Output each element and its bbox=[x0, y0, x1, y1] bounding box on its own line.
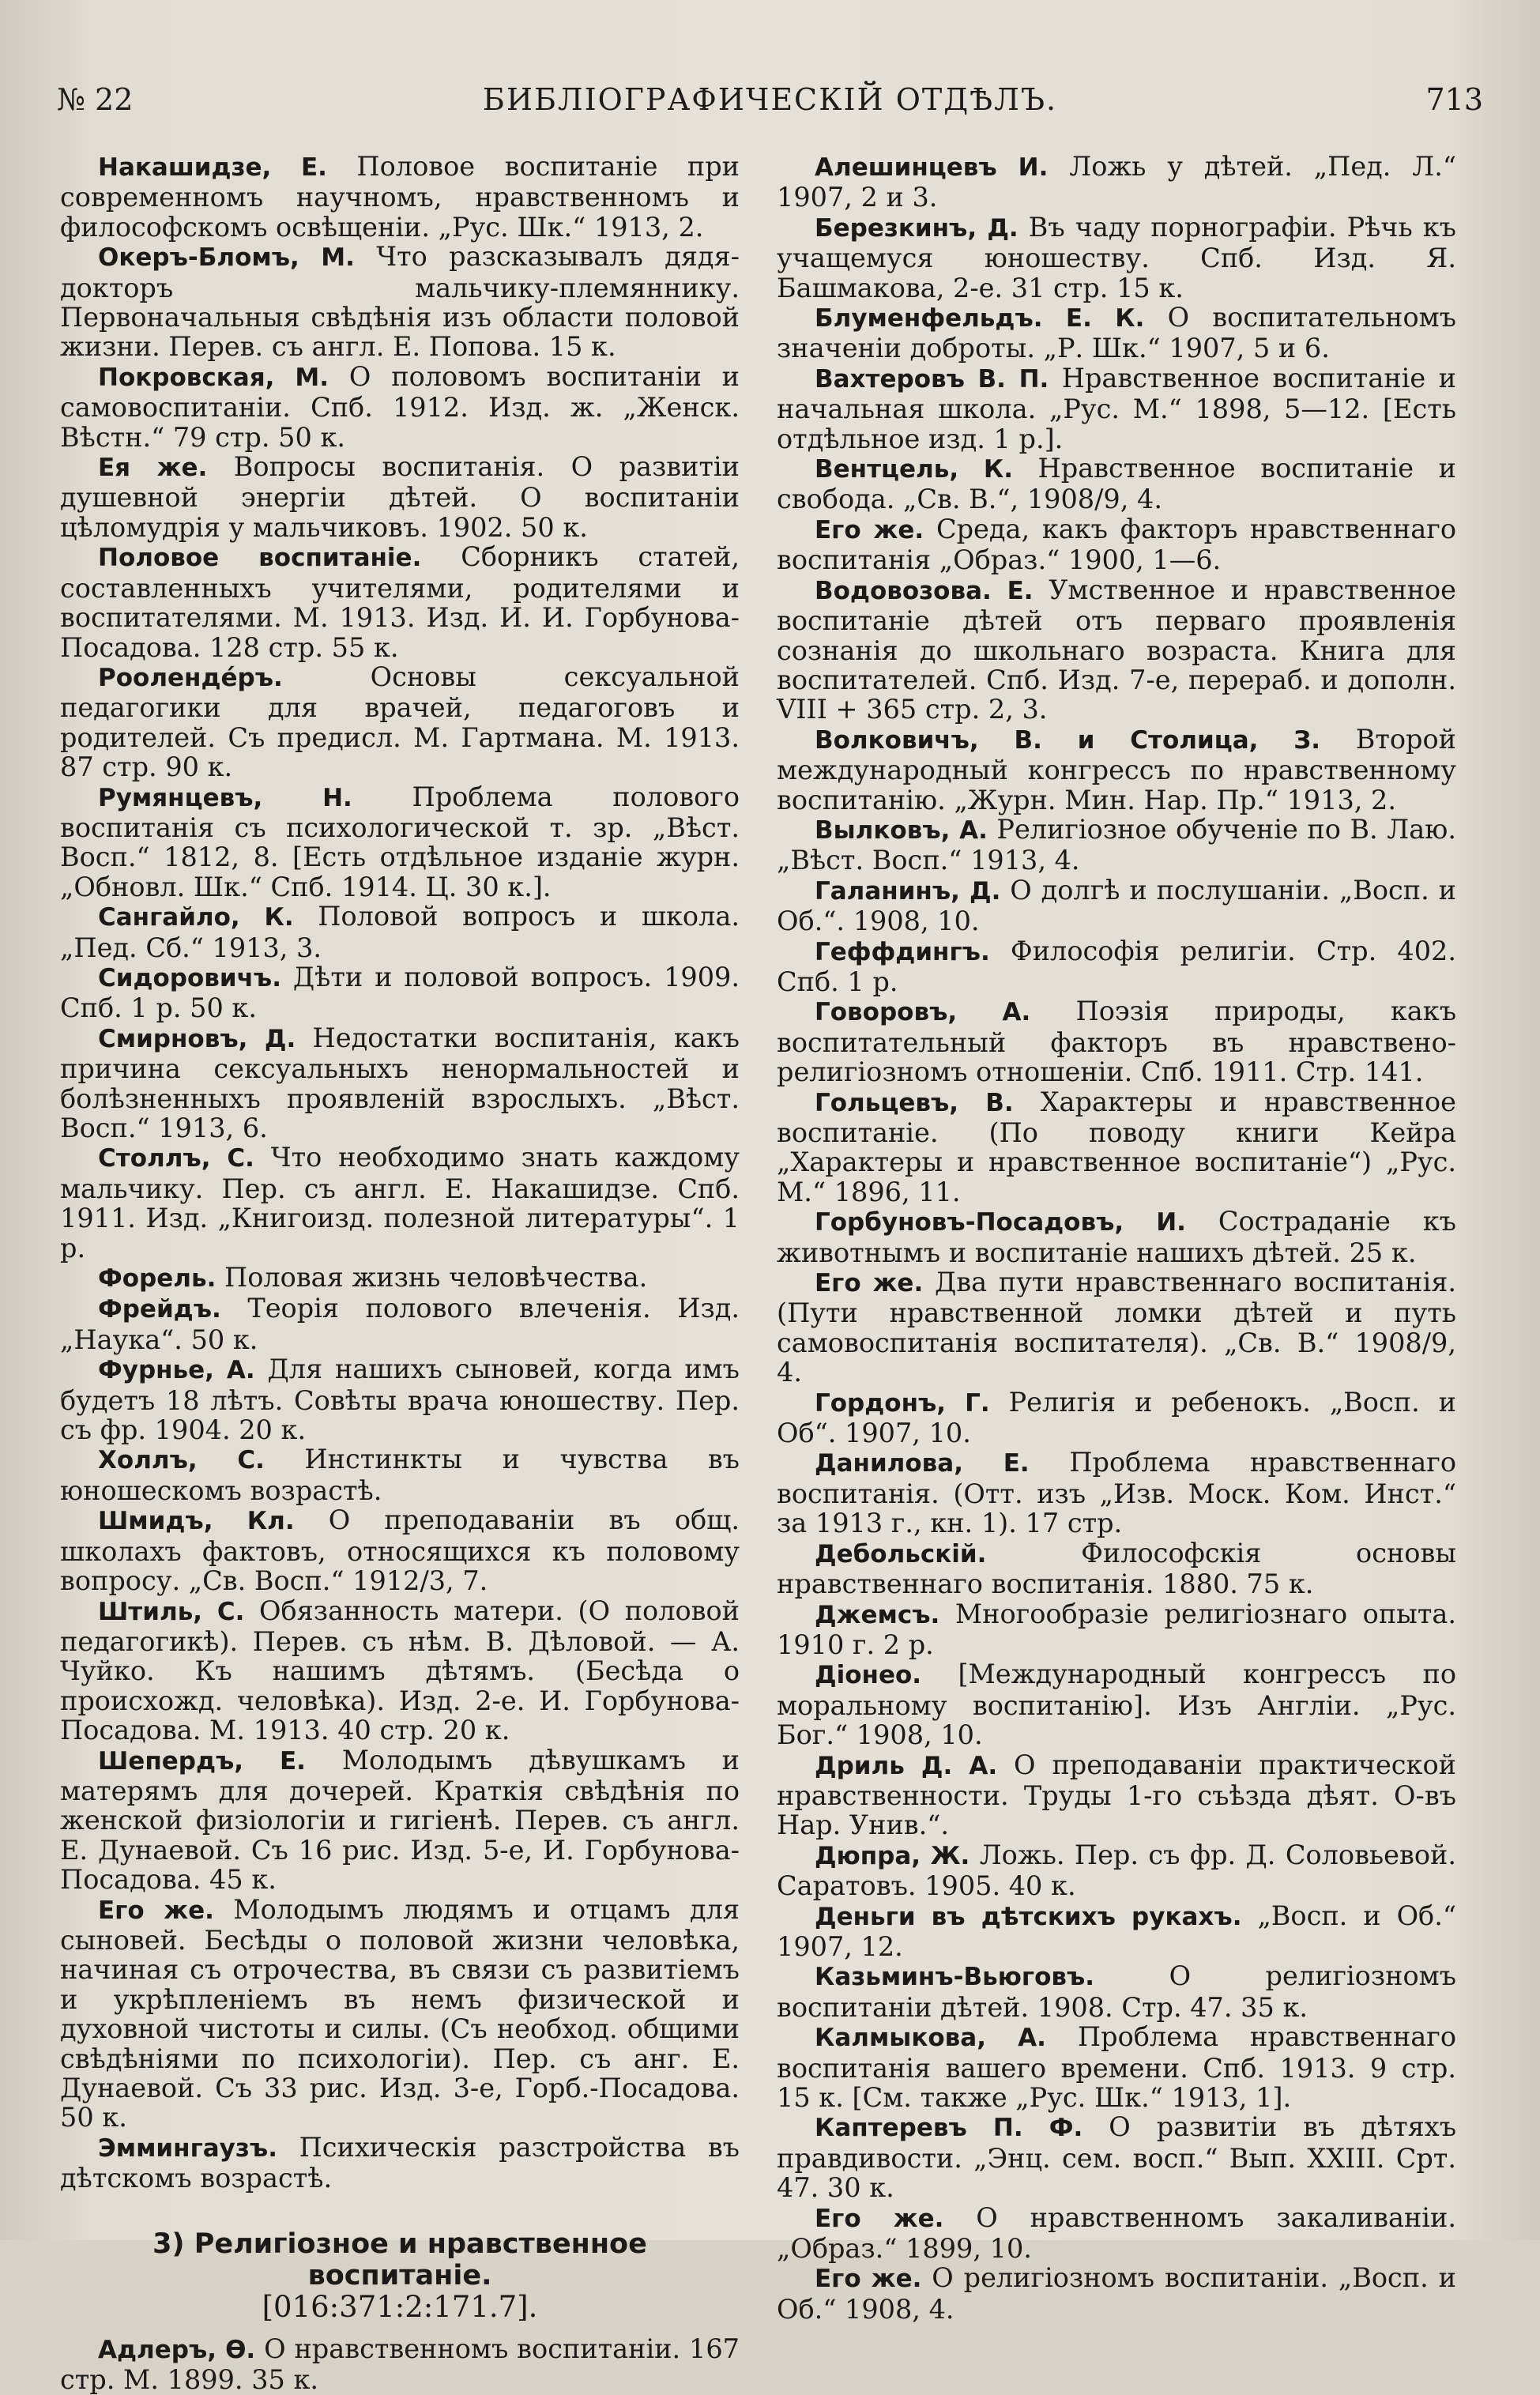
entry-text: Среда, какъ факторъ нравственнаго воспитанія „Образ.“ 1900, 1—6. bbox=[777, 513, 1456, 576]
entry-author: Деньги въ дѣтскихъ рукахъ. bbox=[815, 1902, 1242, 1931]
entry-author: Джемсъ. bbox=[815, 1600, 940, 1629]
bibliography-entry bbox=[60, 2133, 740, 2194]
bibliography-entry bbox=[60, 902, 740, 962]
entry-text: Философскія основы нравственнаго воспитанія. 1880. 75 к. bbox=[777, 1537, 1456, 1600]
bibliography-entry bbox=[60, 1294, 740, 1354]
entry-text: Нравственное воспитаніе и свобода. „Св. В.“, 1908/9, 4. bbox=[777, 453, 1456, 515]
bibliography-entry bbox=[777, 363, 1456, 454]
bibliography-entry bbox=[60, 452, 740, 542]
bibliography-entry bbox=[60, 1895, 740, 2133]
entry-author: Казьминъ-Вьюговъ. bbox=[815, 1963, 1095, 1992]
bibliography-entry bbox=[60, 152, 740, 242]
left-after-entries bbox=[60, 2334, 740, 2395]
entry-text: Ложь. Пер. съ фр. Д. Соловьевой. Саратовъ. 1905. 40 к. bbox=[777, 1839, 1456, 1902]
entry-author: Его же. bbox=[815, 515, 924, 544]
bibliography-entry bbox=[777, 1267, 1456, 1388]
bibliography-entry bbox=[777, 303, 1456, 363]
entry-author: Березкинъ, Д. bbox=[815, 213, 1019, 243]
bibliography-entry bbox=[777, 575, 1456, 725]
bibliography-entry bbox=[777, 996, 1456, 1086]
page-number: 713 bbox=[1425, 82, 1483, 117]
issue-number: № 22 bbox=[57, 82, 134, 117]
bibliography-entry bbox=[777, 1750, 1456, 1840]
bibliography-entry bbox=[60, 662, 740, 782]
entry-text: Половой вопросъ и школа. „Пед. Сб.“ 1913, 3. bbox=[60, 901, 740, 963]
bibliography-entry bbox=[777, 1901, 1456, 1962]
entry-author: Румянцевъ, Н. bbox=[98, 783, 352, 812]
entry-author: Его же. bbox=[815, 2265, 922, 2294]
entry-author: Адлеръ, Ѳ. bbox=[98, 2335, 256, 2364]
entry-text: О развитіи въ дѣтяхъ правдивости. „Энц. сем. восп.“ Вып. XXIII. Срт. 47. 30 к. bbox=[777, 2111, 1457, 2204]
entry-author: Вентцель, К. bbox=[815, 455, 1013, 484]
entry-text: Состраданіе къ животнымъ и воспитаніе нашихъ дѣтей. 25 к. bbox=[777, 1206, 1456, 1268]
entry-text: Основы сексуальной педагогики для врачей, педагоговъ и родителей. Съ предисл. М. Гартмана. М. 1913. 87 стр. 90 к. bbox=[60, 661, 740, 783]
entry-text: Религія и ребенокъ. „Восп. и Об“. 1907, 10. bbox=[777, 1386, 1456, 1449]
bibliography-entry bbox=[60, 1023, 740, 1143]
entry-text: Молодымъ дѣвушкамъ и матерямъ для дочерей. Краткія свѣдѣнія по женской физіологіи и гигіенѣ. Перев. съ англ. Е. Дунаевой. Съ 16 рис. Изд. 5-е, И. Горбунова-Посадова. 45 к. bbox=[60, 1744, 740, 1896]
entry-text: Половая жизнь человѣчества. bbox=[216, 1262, 648, 1294]
entry-text: Дѣти и половой вопросъ. 1909. Спб. 1 р. 50 к. bbox=[60, 961, 740, 1024]
entry-text: „Восп. и Об.“ 1907, 12. bbox=[777, 1900, 1456, 1962]
entry-text: О воспитательномъ значеніи доброты. „Р. Шк.“ 1907, 5 и 6. bbox=[777, 302, 1456, 364]
entry-author: Данилова, Е. bbox=[815, 1449, 1030, 1478]
left-column bbox=[60, 152, 740, 2394]
entry-text: Многообразіе религіознаго опыта. 1910 г. 2 р. bbox=[777, 1598, 1456, 1660]
section-title: 3) Религіозное и нравственное воспитаніе. bbox=[152, 2227, 647, 2291]
entry-author: Блуменфельдъ. Е. К. bbox=[815, 304, 1145, 333]
entry-author: Ея же. bbox=[98, 454, 208, 483]
entry-author: Діонео. bbox=[815, 1661, 922, 1690]
bibliography-entry bbox=[777, 152, 1456, 213]
bibliography-entry bbox=[777, 815, 1456, 876]
section-heading bbox=[60, 2228, 740, 2323]
entry-author: Форель. bbox=[98, 1264, 217, 1294]
entry-author: Сангайло, К. bbox=[98, 903, 294, 932]
entry-author: Его же. bbox=[815, 1269, 924, 1298]
entry-author: Покровская, М. bbox=[98, 363, 329, 392]
entry-text: О долгѣ и послушаніи. „Восп. и Об.“. 1908, 10. bbox=[777, 874, 1456, 937]
entry-author: Штиль, С. bbox=[98, 1597, 245, 1626]
entry-text: Два пути нравственнаго воспитанія. (Пути нравственной ломки дѣтей и путь самовоспитанія воспитателя). „Св. В.“ 1908/9, 4. bbox=[777, 1267, 1456, 1388]
bibliography-entry bbox=[777, 1388, 1456, 1448]
entry-text: О половомъ воспитаніи и самовоспитаніи. Спб. 1912. Изд. ж. „Женск. Вѣстн.“ 79 стр. 50 к. bbox=[60, 360, 740, 453]
bibliography-entry bbox=[60, 2334, 740, 2395]
entry-author: Дриль Д. А. bbox=[815, 1751, 998, 1780]
entry-text: Характеры и нравственное воспитаніе. (По поводу книги Кейра „Характеры и нравственное воспитаніе“) „Рус. М.“ 1896, 11. bbox=[777, 1086, 1457, 1207]
entry-text: Обязанность матери. (О половой педагогикѣ). Перев. съ нѣм. В. Дѣловой. — А. Чуйко. Къ нашимъ дѣтямъ. (Бесѣда о происхожд. человѣка). Изд. 2-е. И. Горбунова-Посадова. М. 1913. 40 стр. 20 к. bbox=[60, 1595, 740, 1746]
entry-author: Вахтеровъ В. П. bbox=[815, 364, 1049, 394]
entry-text: О нравственномъ закаливаніи. „Образ.“ 1899, 10. bbox=[777, 2201, 1456, 2265]
right-column bbox=[777, 152, 1456, 2324]
entry-text: Сборникъ статей, составленныхъ учителями, родителями и воспитателями. М. 1913. Изд. И. И. Горбунова-Посадова. 128 стр. 55 к. bbox=[60, 541, 740, 663]
bibliography-entry bbox=[60, 782, 740, 902]
entry-author: Каптеревъ П. Ф. bbox=[815, 2114, 1083, 2143]
bibliography-entry bbox=[60, 1354, 740, 1444]
bibliography-entry bbox=[777, 2263, 1456, 2324]
entry-author: Калмыкова, А. bbox=[815, 2024, 1046, 2053]
entry-text: О религіозномъ воспитаніи дѣтей. 1908. Стр. 47. 35 к. bbox=[777, 1960, 1456, 2023]
entry-text: Религіозное обученіе по В. Лаю. „Вѣст. Восп.“ 1913, 4. bbox=[777, 813, 1456, 876]
entry-text: Что необходимо знать каждому мальчику. Пер. съ англ. Е. Накашидзе. Спб. 1911. Изд. „Книгоизд. полезной литературы“. 1 р. bbox=[60, 1142, 740, 1263]
bibliography-entry bbox=[60, 962, 740, 1023]
bibliography-entry bbox=[777, 725, 1456, 815]
entry-author: Гольцевъ, В. bbox=[815, 1088, 1014, 1117]
bibliography-entry bbox=[777, 1538, 1456, 1599]
entry-author: Его же. bbox=[815, 2204, 944, 2233]
bibliography-entry bbox=[60, 362, 740, 452]
entry-text: Психическія разстройства въ дѣтскомъ возрастѣ. bbox=[60, 2131, 740, 2194]
entry-author: Рооленде́ръ. bbox=[98, 663, 283, 692]
bibliography-entry bbox=[777, 1087, 1456, 1207]
entry-author: Столлъ, С. bbox=[98, 1144, 254, 1173]
entry-text: О нравственномъ воспитаніи. 167 стр. М. 1899. 35 к. bbox=[60, 2333, 740, 2395]
bibliography-entry bbox=[777, 936, 1456, 997]
bibliography-entry bbox=[777, 1599, 1456, 1660]
bibliography-entry bbox=[60, 1745, 740, 1895]
entry-text: Второй международный конгрессъ по нравственному воспитанію. „Журн. Мин. Нар. Пр.“ 1913, 2. bbox=[777, 723, 1456, 815]
entry-text: О преподаваніи практической нравственности. Труды 1-го съѣзда дѣят. О-въ Нар. Унив.“. bbox=[777, 1749, 1456, 1841]
entry-author: Шепердъ, Е. bbox=[98, 1746, 306, 1776]
entry-text: Половое воспитаніе при современномъ научномъ, нравственномъ и философскомъ освѣщеніи. „Рус. Шк.“ 1913, 2. bbox=[60, 151, 740, 243]
entry-text: Вопросы воспитанія. О развитіи душевной энергіи дѣтей. О воспитаніи цѣломудрія у мальчиковъ. 1902. 50 к. bbox=[60, 451, 740, 543]
entry-text: Что разсказывалъ дядя-докторъ мальчику-племяннику. Первоначальныя свѣдѣнія изъ области половой жизни. Перев. съ англ. Е. Попова. 15 к. bbox=[60, 241, 740, 363]
bibliography-entry bbox=[60, 242, 740, 362]
bibliography-entry bbox=[777, 1961, 1456, 2022]
bibliography-entry bbox=[60, 1263, 740, 1294]
entry-author: Фурнье, А. bbox=[98, 1356, 255, 1385]
entry-text: Поэзія природы, какъ воспитательный факторъ въ нравствено-религіозномъ отношеніи. Спб. 1911. Стр. 141. bbox=[777, 996, 1457, 1088]
entry-text: О преподаваніи въ общ. школахъ фактовъ, относящихся къ половому вопросу. „Св. Восп.“ 1912/3, 7. bbox=[60, 1504, 740, 1597]
entry-author: Алешинцевъ И. bbox=[815, 153, 1049, 182]
entry-text: [Международный конгрессъ по моральному воспитанію]. Изъ Англіи. „Рус. Бог.“ 1908, 10. bbox=[777, 1659, 1456, 1751]
section-code: [016:371:2:171.7]. bbox=[262, 2289, 538, 2324]
entry-author: Половое воспитаніе. bbox=[98, 544, 422, 573]
entry-author: Эммингаузъ. bbox=[98, 2133, 277, 2163]
entry-author: Холлъ, С. bbox=[98, 1446, 265, 1475]
entry-author: Гордонъ, Г. bbox=[815, 1388, 990, 1418]
entry-author: Сидоровичъ. bbox=[98, 963, 281, 992]
entry-text: Умственное и нравственное воспитаніе дѣтей отъ перваго проявленія сознанія до школьнаго возраста. Книга для воспитателей. Спб. Изд. 7-е, перераб. и дополн. VIII + 365 стр. 2, 3. bbox=[777, 574, 1457, 725]
entry-author: Галанинъ, Д. bbox=[815, 876, 1001, 906]
bibliography-entry bbox=[777, 1659, 1456, 1749]
page-header bbox=[49, 76, 1491, 123]
entry-author: Горбуновъ-Посадовъ, И. bbox=[815, 1208, 1186, 1237]
entry-text: Ложь у дѣтей. „Пед. Л.“ 1907, 2 и 3. bbox=[777, 151, 1457, 213]
bibliography-entry bbox=[777, 1840, 1456, 1901]
entry-author: Говоровъ, А. bbox=[815, 998, 1031, 1027]
bibliography-entry bbox=[60, 1505, 740, 1595]
entry-author: Дюпра, Ж. bbox=[815, 1841, 970, 1870]
bibliography-entry bbox=[777, 213, 1456, 303]
entry-author: Океръ-Бломъ, М. bbox=[98, 243, 355, 273]
bibliography-entry bbox=[777, 1207, 1456, 1267]
entry-text: Теорія полового влеченія. Изд. „Наука“. 50 к. bbox=[60, 1293, 740, 1355]
bibliography-entry bbox=[777, 514, 1456, 575]
entry-author: Вылковъ, А. bbox=[815, 815, 988, 845]
running-title: БИБЛІОГРАФИЧЕСКІЙ ОТДѢЛЪ. bbox=[482, 82, 1058, 117]
entry-author: Геффдингъ. bbox=[815, 937, 990, 966]
entry-author: Смирновъ, Д. bbox=[98, 1024, 296, 1053]
entry-text: Инстинкты и чувства въ юношескомъ возрастѣ. bbox=[60, 1444, 740, 1506]
left-entries bbox=[60, 152, 740, 2194]
entry-author: Фрейдъ. bbox=[98, 1295, 221, 1324]
entry-text: Проблема нравственнаго воспитанія вашего времени. Спб. 1913. 9 стр. 15 к. [См. также „Рус. Шк.“ 1913, 1]. bbox=[777, 2021, 1456, 2113]
bibliography-entry bbox=[60, 1596, 740, 1745]
entry-text: О религіозномъ воспитаніи. „Восп. и Об.“ 1908, 4. bbox=[777, 2262, 1456, 2325]
entry-text: Философія религіи. Стр. 402. Спб. 1 р. bbox=[777, 935, 1456, 997]
entry-text: Недостатки воспитанія, какъ причина сексуальныхъ ненормальностей и болѣзненныхъ проявленій взрослыхъ. „Вѣст. Восп.“ 1913, 6. bbox=[60, 1022, 740, 1143]
bibliography-entry bbox=[777, 454, 1456, 514]
entry-text: Проблема полового воспитанія съ психологической т. зр. „Вѣст. Восп.“ 1812, 8. [Есть отдѣльное изданіе журн. „Обновл. Шк.“ Спб. 1914. Ц. 30 к.]. bbox=[60, 781, 740, 902]
entry-text: Молодымъ людямъ и отцамъ для сыновей. Бесѣды о половой жизни человѣка, начиная съ отрочества, въ связи съ развитіемъ и укрѣпленіемъ въ немъ физической и духовной чистоты и силы. (Съ необход. общими свѣдѣніями по психологіи). Пер. съ анг. Е. Дунаевой. Съ 33 рис. Изд. 3-е, Горб.-Посадова. 50 к. bbox=[60, 1893, 740, 2133]
entry-author: Дебольскій. bbox=[815, 1539, 987, 1568]
bibliography-entry bbox=[777, 2203, 1456, 2264]
entry-text: Для нашихъ сыновей, когда имъ будетъ 18 лѣтъ. Совѣты врача юношеству. Пер. съ фр. 1904. 20 к. bbox=[60, 1354, 740, 1446]
bibliography-entry bbox=[777, 876, 1456, 936]
entry-author: Его же. bbox=[98, 1896, 214, 1925]
bibliography-entry bbox=[60, 1444, 740, 1505]
entry-text: Проблема нравственнаго воспитанія. (Отт. изъ „Изв. Моск. Ком. Инст.“ за 1913 г., кн. 1). 17 стр. bbox=[777, 1447, 1456, 1539]
bibliography-entry bbox=[60, 1143, 740, 1263]
bibliography-entry bbox=[777, 2112, 1456, 2202]
right-entries bbox=[777, 152, 1456, 2324]
bibliography-entry bbox=[60, 542, 740, 662]
entry-author: Шмидъ, Кл. bbox=[98, 1507, 295, 1536]
entry-text: Въ чаду порнографіи. Рѣчь къ учащемуся юношеству. Спб. Изд. Я. Башмакова, 2-е. 31 стр. 15 к. bbox=[777, 211, 1456, 303]
entry-text: Нравственное воспитаніе и начальная школа. „Рус. М.“ 1898, 5—12. [Есть отдѣльное изд. 1 р.]. bbox=[777, 362, 1456, 454]
entry-author: Водовозова. Е. bbox=[815, 576, 1034, 605]
bibliography-entry bbox=[777, 1448, 1456, 1538]
bibliography-entry bbox=[777, 2022, 1456, 2112]
entry-author: Накашидзе, Е. bbox=[98, 153, 327, 182]
entry-author: Волковичъ, В. и Столица, З. bbox=[815, 725, 1321, 755]
